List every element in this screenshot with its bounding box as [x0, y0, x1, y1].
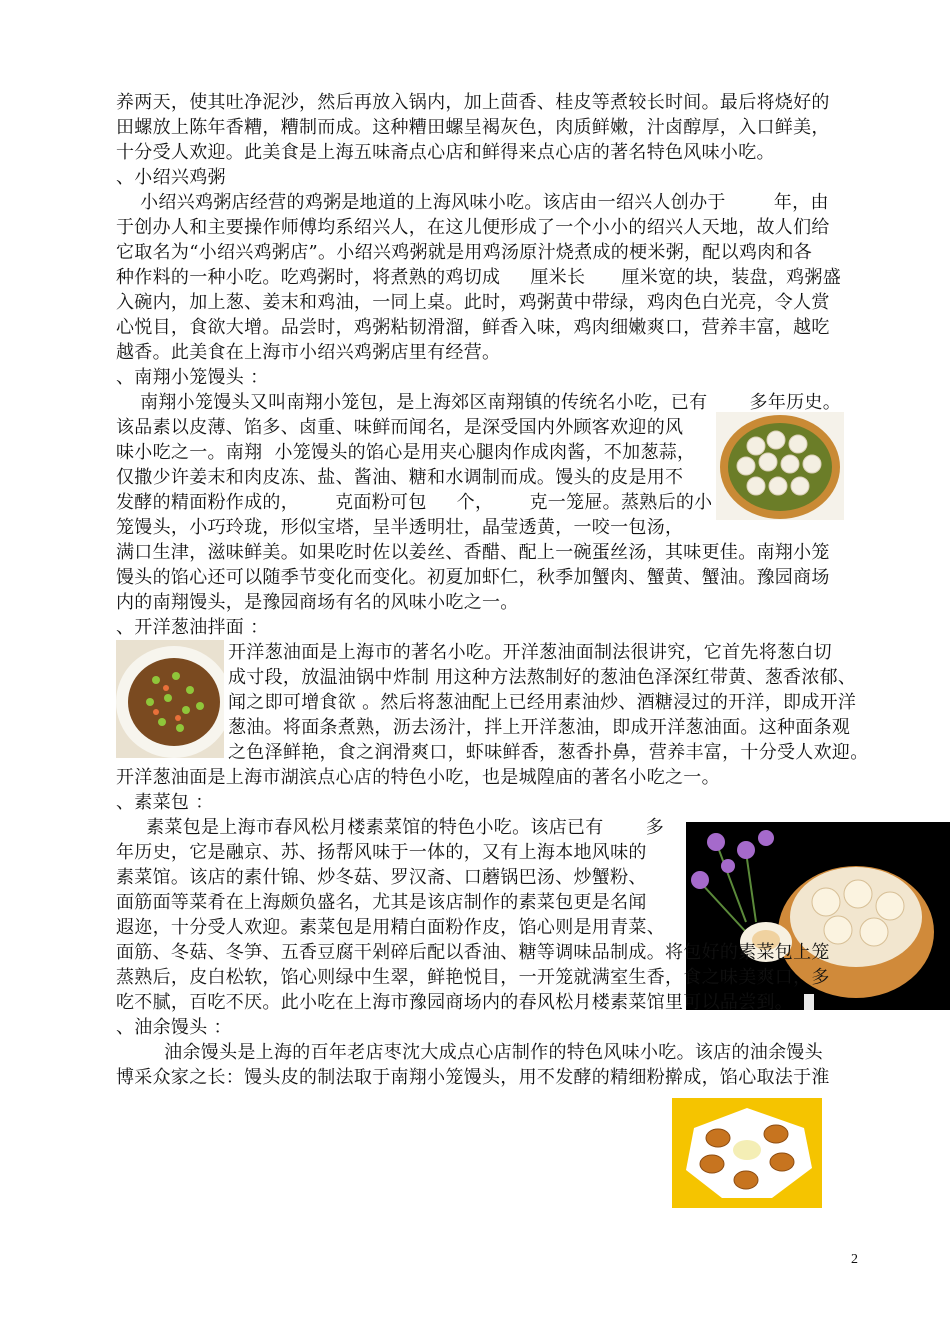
text-line: 该品素以皮薄、馅多、卤重、味鲜而闻名，是深受国内外顾客欢迎的风: [116, 417, 684, 438]
text-line: 养两天，使其吐净泥沙，然后再放入锅内，加上茴香、桂皮等煮较长时间。最后将烧好的: [116, 92, 830, 113]
text-line: 蒸熟后，皮白松软，馅心则绿中生翠，鲜艳悦目，一开笼就满室生香，食之味美爽口，多: [116, 967, 830, 988]
text-line: 内的南翔馒头，是豫园商场有名的风味小吃之一。: [116, 592, 519, 613]
xiaolongbao-steamer-icon: [716, 412, 844, 520]
text-line: 心悦目，食欲大增。品尝时，鸡粥粘韧滑溜，鲜香入味，鸡肉细嫩爽口，营养丰富，越吃: [116, 317, 830, 338]
text-line: 素菜包是上海市春风松月楼素菜馆的特色小吃。该店已有 多: [116, 817, 665, 838]
text-line: 开洋葱油面是上海市的著名小吃。开洋葱油面制法很讲究，它首先将葱白切: [228, 642, 832, 663]
text-line: 小绍兴鸡粥店经营的鸡粥是地道的上海风味小吃。该店由一绍兴人创办于 年，由: [116, 192, 829, 213]
section-heading: 、油余馒头 ：: [116, 1017, 232, 1038]
text-line: 入碗内，加上葱、姜末和鸡油，一同上桌。此时，鸡粥黄中带绿，鸡肉色白光亮，令人赏: [116, 292, 830, 313]
section-heading: 、小绍兴鸡粥: [116, 167, 226, 188]
text-line: 吃不腻，百吃不厌。此小吃在上海市豫园商场内的春风松月楼素菜馆里可以品尝到。: [116, 992, 794, 1013]
text-line: 越香。此美食在上海市小绍兴鸡粥店里有经营。: [116, 342, 501, 363]
text-line: 仅撒少许姜末和肉皮冻、盐、酱油、糖和水调制而成。馒头的皮是用不: [116, 467, 684, 488]
text-line: 田螺放上陈年香糟，糟制而成。这种糟田螺呈褐灰色，肉质鲜嫩，汁卤醇厚，入口鲜美，: [116, 117, 830, 138]
text-line: 笼馒头，小巧玲珑，形似宝塔，呈半透明壮，晶莹透黄，一咬一包汤，: [116, 517, 684, 538]
text-line: 它取名为“小绍兴鸡粥店”。小绍兴鸡粥就是用鸡汤原汁烧煮成的梗米粥，配以鸡肉和各: [116, 242, 813, 263]
text-line: 遐迩，十分受人欢迎。素菜包是用精白面粉作皮，馅心则是用青菜、: [116, 917, 665, 938]
text-line: 之色泽鲜艳，食之润滑爽口，虾味鲜香，葱香扑鼻，营养丰富，十分受人欢迎。: [228, 742, 869, 763]
youyu-mantou-photo: [672, 1098, 822, 1208]
text-line: 开洋葱油面是上海市湖滨点心店的特色小吃，也是城隍庙的著名小吃之一。: [116, 767, 720, 788]
text-line: 味小吃之一。南翔 小笼馒头的馅心是用夹心腿肉作成肉酱，不加葱蒜，: [116, 442, 696, 463]
text-line: 种作料的一种小吃。吃鸡粥时，将煮熟的鸡切成 厘米长 厘米宽的块，装盘，鸡粥盛: [116, 267, 842, 288]
text-line: 十分受人欢迎。此美食是上海五味斋点心店和鲜得来点心店的著名特色风味小吃。: [116, 142, 775, 163]
text-line: 葱油。将面条煮熟，沥去汤汁，拌上开洋葱油，即成开洋葱油面。这种面条观: [228, 717, 851, 738]
section-heading: 、素菜包 ：: [116, 792, 214, 813]
noodle-bowl-icon: [116, 640, 224, 758]
xiaolongbao-photo: [716, 412, 844, 520]
text-line: 南翔小笼馒头又叫南翔小笼包，是上海郊区南翔镇的传统名小吃，已有 多年历史。: [116, 392, 842, 413]
text-line: 年历史，它是融京、苏、扬帮风味于一体的，又有上海本地风味的: [116, 842, 647, 863]
text-line: 满口生津，滋味鲜美。如果吃时佐以姜丝、香醋、配上一碗蛋丝汤，其味更佳。南翔小笼: [116, 542, 830, 563]
page-number: 2: [851, 1252, 858, 1267]
scallion-noodle-photo: [116, 640, 224, 758]
text-line: 油余馒头是上海的百年老店枣沈大成点心店制作的特色风味小吃。该店的油余馒头: [116, 1042, 823, 1063]
text-line: 馒头的馅心还可以随季节变化而变化。初夏加虾仁，秋季加蟹肉、蟹黄、蟹油。豫园商场: [116, 567, 830, 588]
text-line: 成寸段，放温油锅中炸制 用这种方法熬制好的葱油色泽深红带黄、葱香浓郁、: [228, 667, 857, 688]
section-heading: 、开洋葱油拌面 ：: [116, 617, 269, 638]
text-line: 于创办人和主要操作师傅均系绍兴人，在这儿便形成了一个小小的绍兴人天地，故人们给: [116, 217, 830, 238]
text-line: 素菜馆。该店的素什锦、炒冬菇、罗汉斋、口蘑锅巴汤、炒蟹粉、: [116, 867, 647, 888]
section-heading: 、南翔小笼馒头 ：: [116, 367, 269, 388]
fried-buns-plate-icon: [672, 1098, 822, 1208]
text-line: 发酵的精面粉作成的， 克面粉可包 个， 克一笼屉。蒸熟后的小: [116, 492, 713, 513]
text-line: 闻之即可增食欲 。然后将葱油配上已经用素油炒、酒糖浸过的开洋，即成开洋: [228, 692, 857, 713]
text-line: 面筋、冬菇、冬笋、五香豆腐干剁碎后配以香油、糖等调味品制成。将包好的素菜包上笼: [116, 942, 830, 963]
text-line: 面筋面等菜肴在上海颇负盛名，尤其是该店制作的素菜包更是名闻: [116, 892, 647, 913]
text-line: 博采众家之长：馒头皮的制法取于南翔小笼馒头，用不发酵的精细粉擀成，馅心取法于淮: [116, 1067, 830, 1088]
